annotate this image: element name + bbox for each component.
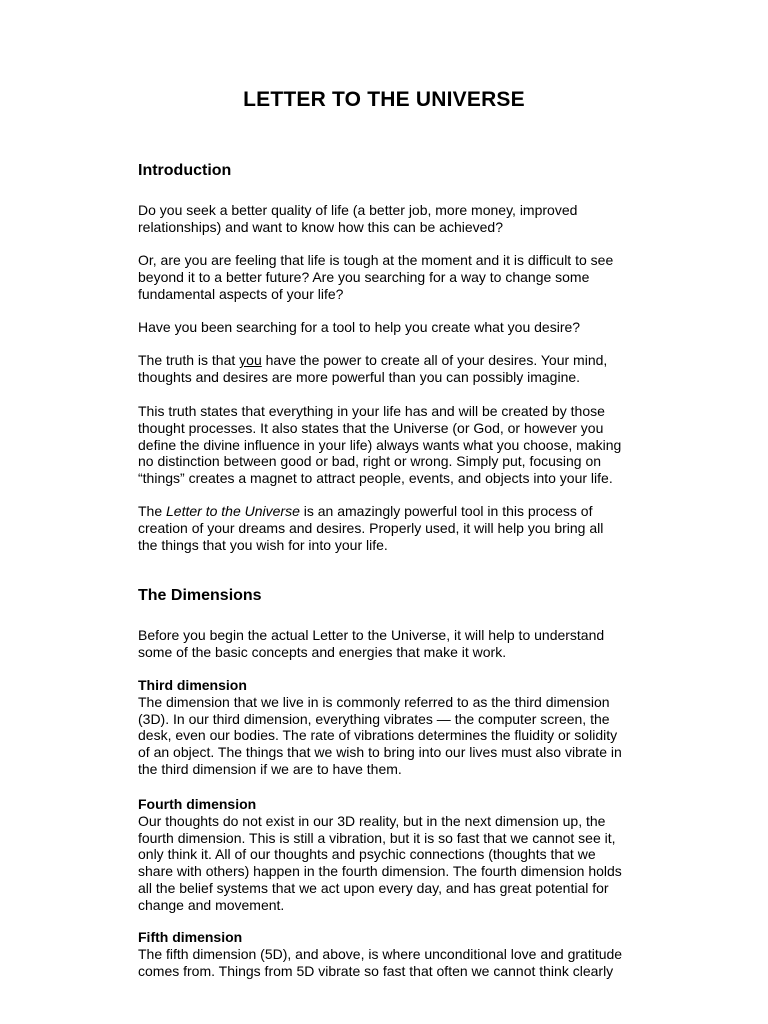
text-line: comes from. Things from 5D vibrate so fast that often we cannot think clearly [138, 962, 614, 979]
subsection-third-dimension [138, 677, 638, 778]
paragraph-searching-for-tool [138, 319, 638, 336]
text-line: some of the basic concepts and energies that make it work. [138, 643, 507, 660]
section-heading-introduction: Introduction [138, 162, 232, 179]
text-line: all the belief systems that we act upon every day, and has great potential for [138, 879, 609, 896]
italic-title: Letter to the Universe [166, 503, 300, 519]
text-line: beyond it to a better future? Are you searching for a way to change some [138, 268, 590, 285]
text-line: Do you seek a better quality of life (a better job, more money, improved [138, 202, 578, 218]
text-run: The [138, 503, 167, 519]
text-line: (3D). In our third dimension, everything vibrates — the computer screen, the [138, 710, 610, 727]
text-line: This truth states that everything in your life has and will be created by those [138, 403, 605, 419]
subheading-fourth-dimension: Fourth dimension [138, 796, 257, 812]
paragraph-letter-tool [138, 503, 638, 553]
text-run: is an amazingly powerful tool in this process of [299, 503, 593, 519]
text-line: of an object. The things that we wish to bring into our lives must also vibrate in [138, 744, 622, 761]
paragraph-truth-states [138, 403, 638, 487]
text-line: Before you begin the actual Letter to the Universe, it will help to understand [138, 627, 605, 643]
text-line: The dimension that we live in is commonly referred to as the third dimension [138, 693, 610, 710]
subheading-third-dimension: Third dimension [138, 677, 247, 693]
text-line: define the divine influence in your life) always wants what you choose, making [138, 436, 622, 453]
text-line: fundamental aspects of your life? [138, 285, 344, 302]
subsection-fourth-dimension [138, 796, 638, 914]
text-run: The truth is that [138, 352, 240, 368]
text-line [138, 503, 638, 520]
text-line: the things that you wish for into your life. [138, 536, 388, 553]
text-line [138, 352, 638, 369]
text-line: desk, even our bodies. The rate of vibrations determines the fluidity or solidity [138, 727, 618, 744]
subheading-fifth-dimension: Fifth dimension [138, 929, 243, 945]
text-run: have the power to create all of your desires. Your mind, [261, 352, 608, 368]
section-heading-dimensions: The Dimensions [138, 587, 262, 604]
paragraph-the-truth [138, 352, 638, 386]
text-line: share with others) happen in the fourth dimension. The fourth dimension holds [138, 863, 622, 880]
text-line: the third dimension if we are to have them. [138, 760, 402, 777]
text-line: only think it. All of our thoughts and psychic connections (thoughts that we [138, 846, 596, 863]
text-line: no distinction between good or bad, right or wrong. Simply put, focusing on [138, 453, 602, 470]
text-line: change and movement. [138, 896, 285, 913]
text-line: thought processes. It also states that the Universe (or God, or however you [138, 419, 604, 436]
paragraph-dimensions-intro [138, 627, 638, 661]
text-line: The fifth dimension (5D), and above, is where unconditional love and gratitude [138, 945, 623, 962]
underlined-word: you [239, 352, 262, 368]
text-line: fourth dimension. This is still a vibration, but it is so fast that we cannot see it, [138, 829, 616, 846]
subsection-fifth-dimension [138, 929, 638, 979]
text-line: relationships) and want to know how this can be achieved? [138, 218, 503, 235]
text-line: “things” creates a magnet to attract people, events, and objects into your life. [138, 470, 613, 487]
document-title: LETTER TO THE UNIVERSE [243, 88, 525, 111]
text-line: thoughts and desires are more powerful than you can possibly imagine. [138, 368, 581, 385]
text-line: Have you been searching for a tool to help you create what you desire? [138, 319, 581, 335]
paragraph-life-is-tough [138, 252, 638, 302]
text-line: creation of your dreams and desires. Properly used, it will help you bring all [138, 519, 604, 536]
paragraph-quality-of-life [138, 202, 638, 236]
text-line: Or, are you are feeling that life is tough at the moment and it is difficult to see [138, 252, 614, 268]
text-line: Our thoughts do not exist in our 3D reality, but in the next dimension up, the [138, 812, 606, 829]
